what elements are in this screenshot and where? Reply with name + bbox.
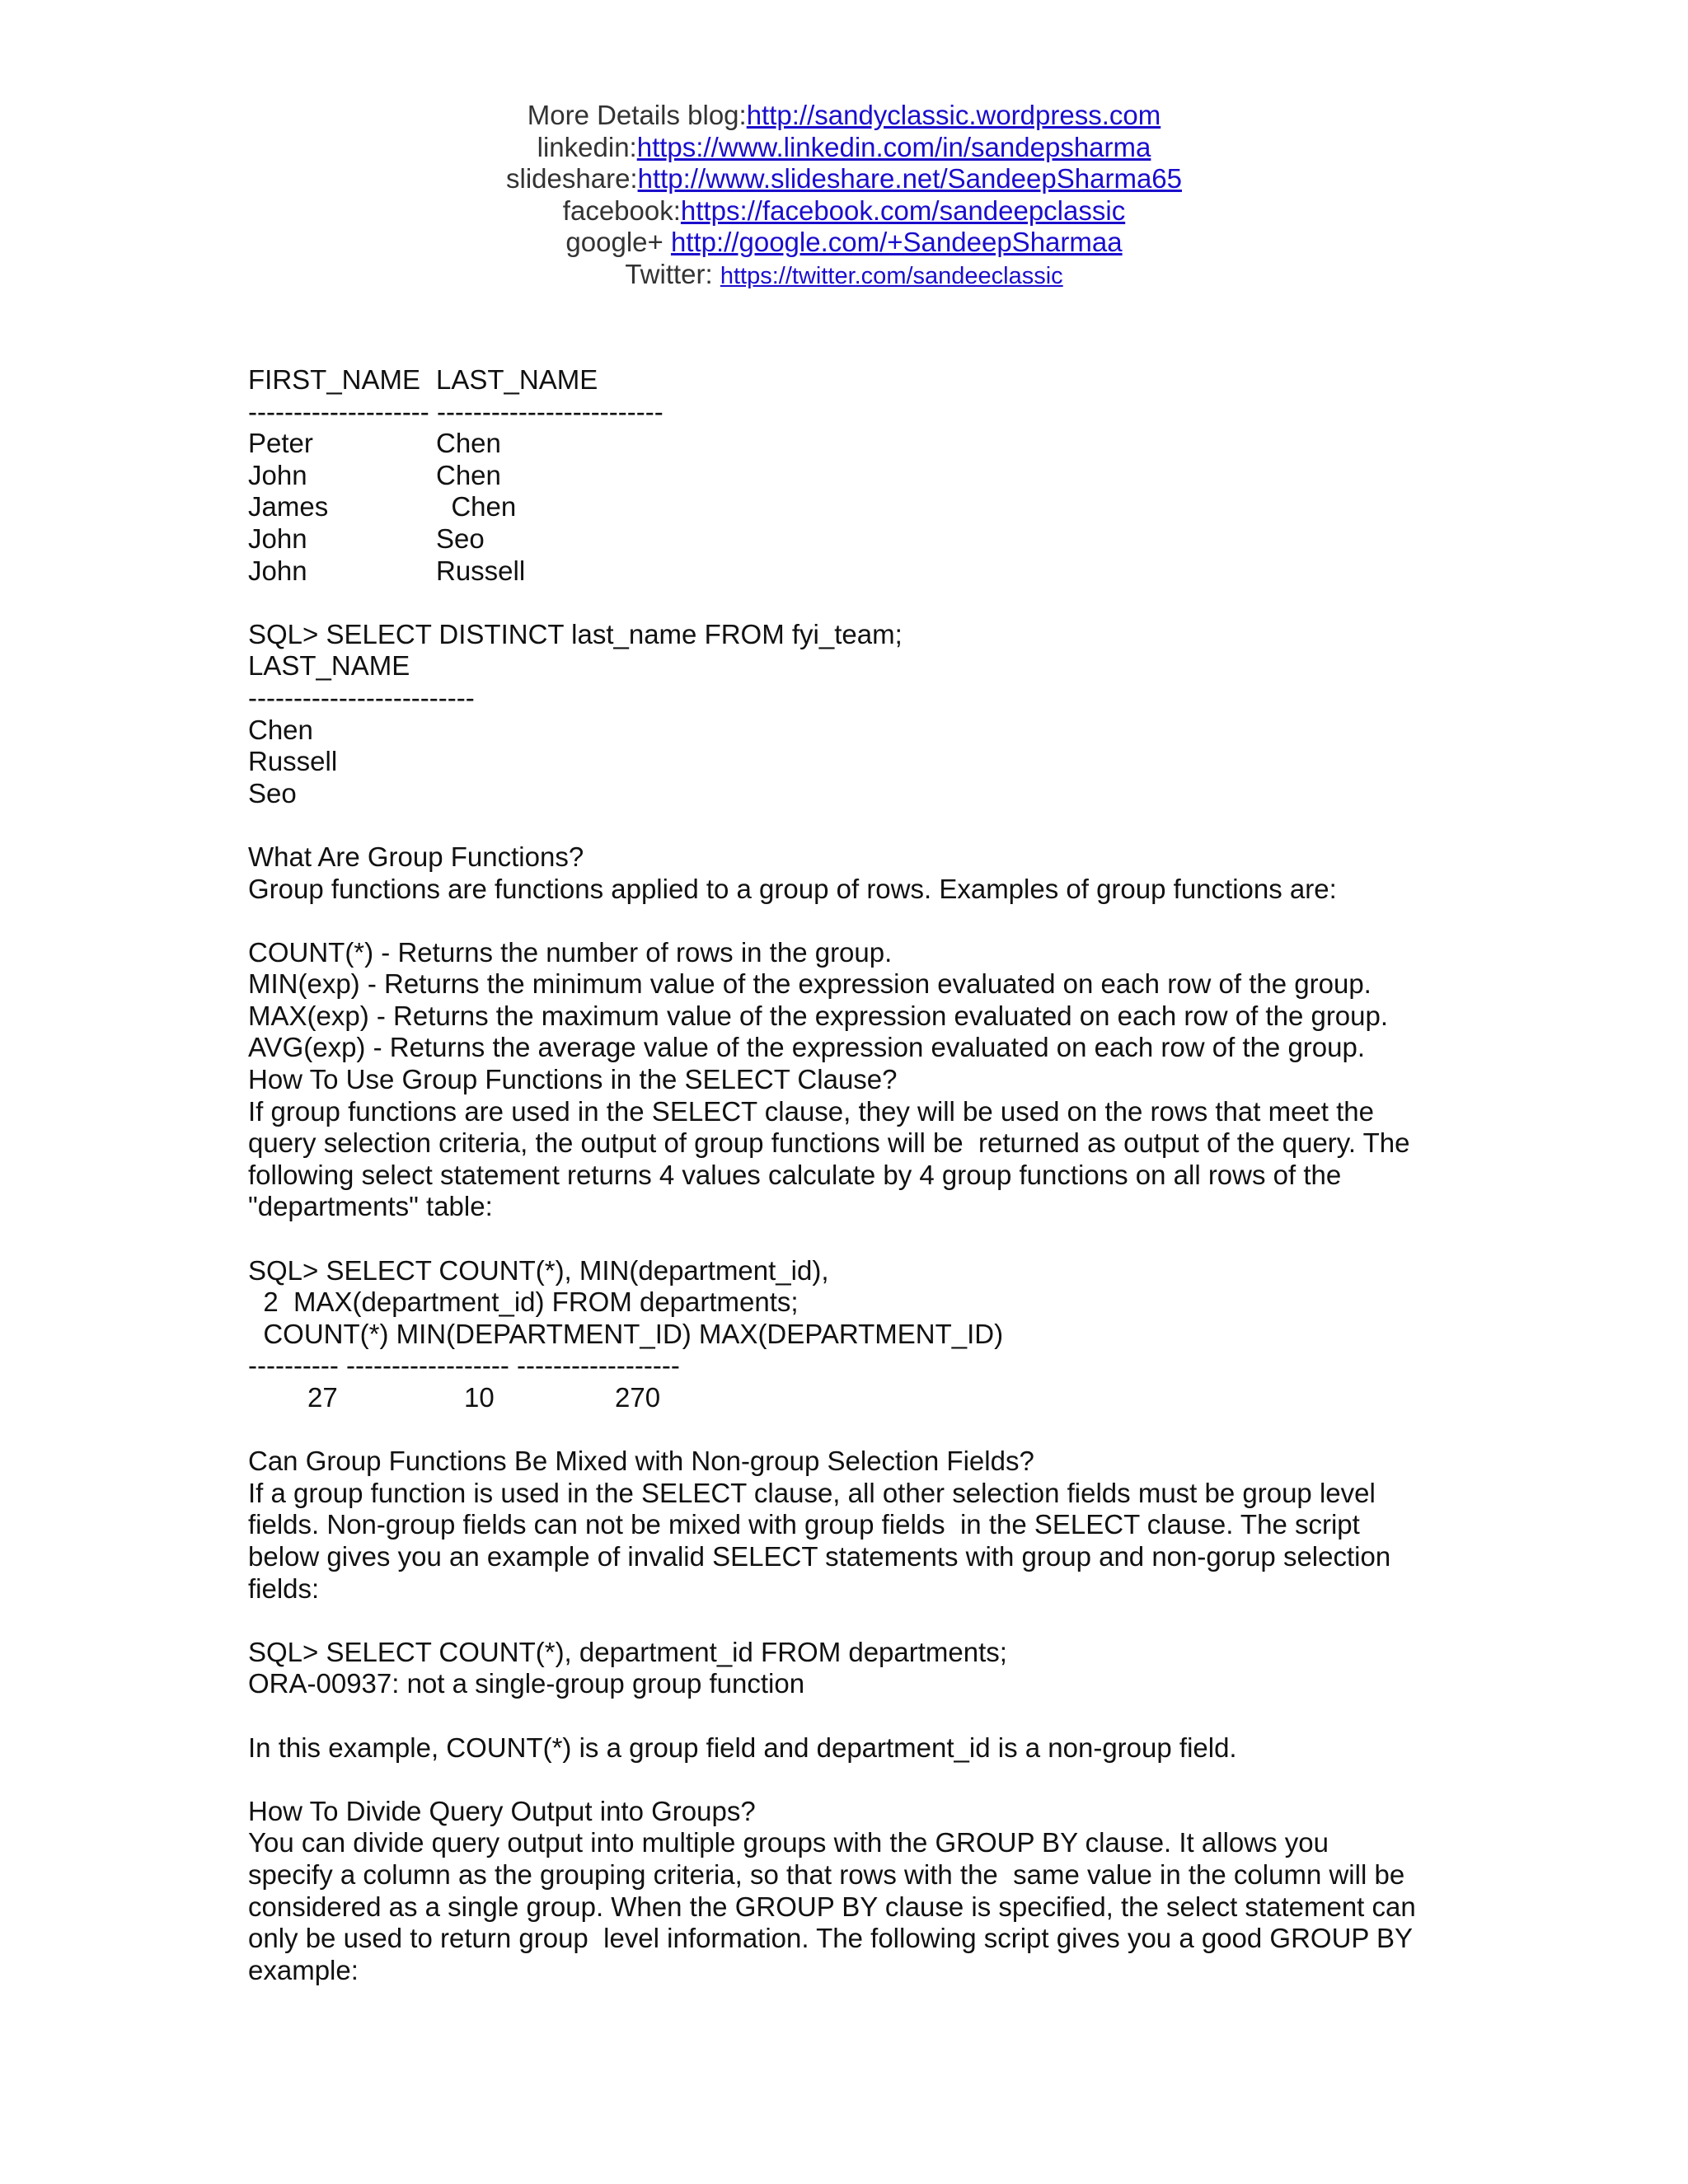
- facebook-link[interactable]: https://facebook.com/sandeepclassic: [680, 194, 1126, 226]
- sql-line: 2 MAX(department_id) FROM departments;: [248, 1286, 799, 1318]
- table-row: Peter Chen: [248, 428, 501, 459]
- table-row: John Russell: [248, 555, 526, 586]
- list-item: COUNT(*) - Returns the number of rows in the group.: [248, 936, 893, 968]
- linkedin-link-line: linkedin:https://www.linkedin.com/in/sandepsharma: [537, 131, 1151, 162]
- result-value: 10: [464, 1382, 495, 1413]
- paragraph-line: only be used to return group level information. The following script gives you a good GROUP BY: [248, 1923, 1414, 1954]
- result-value: 27: [307, 1382, 338, 1413]
- blog-link[interactable]: http://sandyclassic.wordpress.com: [746, 100, 1161, 130]
- list-item: Seo: [248, 777, 297, 808]
- social-links-header: [0, 100, 1688, 291]
- document-body: [248, 364, 1435, 1986]
- select-clause-heading: How To Use Group Functions in the SELECT Clause?: [248, 1064, 898, 1095]
- names-table-header: [248, 364, 1435, 396]
- list-item: Russell: [248, 746, 338, 777]
- sql-line: COUNT(*) MIN(DEPARTMENT_ID) MAX(DEPARTMENT_ID): [248, 1318, 1004, 1349]
- paragraph-line: fields. Non-group fields can not be mixed with group fields in the SELECT clause. The script: [248, 1509, 1360, 1540]
- linkedin-link[interactable]: https://www.linkedin.com/in/sandepsharma: [636, 131, 1151, 162]
- paragraph-line: fields:: [248, 1572, 320, 1604]
- slideshare-link-line: slideshare:http://www.slideshare.net/SandeepSharma65: [506, 163, 1182, 194]
- paragraph-line: example:: [248, 1954, 359, 1985]
- distinct-separator: -------------------------: [248, 682, 475, 713]
- list-item: MIN(exp) - Returns the minimum value of the expression evaluated on each row of the group.: [248, 968, 1372, 1000]
- table-row: John Chen: [248, 459, 501, 490]
- paragraph-line: If group functions are used in the SELECT clause, they will be used on the rows that meet the: [248, 1095, 1375, 1127]
- group-by-heading: How To Divide Query Output into Groups?: [248, 1795, 756, 1826]
- sql-line: SQL> SELECT COUNT(*), MIN(department_id),: [248, 1254, 829, 1286]
- sql-line: SQL> SELECT COUNT(*), department_id FROM departments;: [248, 1636, 1007, 1667]
- distinct-sql-line: SQL> SELECT DISTINCT last_name FROM fyi_team;: [248, 618, 903, 649]
- blog-link-line: More Details blog:http://sandyclassic.wordpress.com: [527, 100, 1161, 130]
- paragraph-line: considered as a single group. When the GROUP BY clause is specified, the select statement can: [248, 1891, 1416, 1922]
- list-item: AVG(exp) - Returns the average value of the expression evaluated on each row of the group.: [248, 1032, 1366, 1063]
- paragraph-line: If a group function is used in the SELECT clause, all other selection fields must be group level: [248, 1477, 1376, 1508]
- group-functions-intro: Group functions are functions applied to a group of rows. Examples of group functions are:: [248, 873, 1337, 904]
- distinct-column-header: LAST_NAME: [248, 650, 410, 682]
- google-plus-link[interactable]: http://google.com/+SandeepSharmaa: [670, 227, 1123, 258]
- list-item: Chen: [248, 714, 313, 745]
- slideshare-link[interactable]: http://www.slideshare.net/SandeepSharma65: [637, 163, 1182, 194]
- result-value: 270: [615, 1382, 661, 1413]
- sql-line: ---------- ------------------ ------------------: [248, 1350, 680, 1381]
- paragraph-line: below gives you an example of invalid SELECT statements with group and non-gorup selection: [248, 1540, 1391, 1572]
- list-item: MAX(exp) - Returns the maximum value of the expression evaluated on each row of the group.: [248, 1000, 1389, 1031]
- paragraph-line: specify a column as the grouping criteria, so that rows with the same value in the column will be: [248, 1858, 1405, 1890]
- paragraph-line: You can divide query output into multiple groups with the GROUP BY clause. It allows you: [248, 1827, 1329, 1858]
- example-note: In this example, COUNT(*) is a group field and department_id is a non-group field.: [248, 1732, 1237, 1763]
- error-line: ORA-00937: not a single-group group function: [248, 1668, 805, 1699]
- paragraph-line: "departments" table:: [248, 1191, 493, 1222]
- facebook-link-line: facebook:https://facebook.com/sandeepclassic: [562, 194, 1126, 226]
- paragraph-line: query selection criteria, the output of group functions will be returned as output of the query. The: [248, 1127, 1410, 1159]
- paragraph-line: following select statement returns 4 values calculate by 4 group functions on all rows of the: [248, 1159, 1342, 1190]
- table-row: John Seo: [248, 523, 485, 554]
- group-functions-heading: What Are Group Functions?: [248, 841, 584, 872]
- twitter-link-line: Twitter: https://twitter.com/sandeeclassic: [625, 258, 1063, 289]
- twitter-link[interactable]: https://twitter.com/sandeeclassic: [720, 262, 1063, 289]
- names-table-separator: -------------------- -------------------------: [248, 396, 663, 427]
- mixed-fields-heading: Can Group Functions Be Mixed with Non-group Selection Fields?: [248, 1446, 1034, 1477]
- last-name-header: LAST_NAME: [436, 364, 598, 395]
- first-name-header: FIRST_NAME: [248, 364, 421, 395]
- google-plus-link-line: google+ http://google.com/+SandeepSharmaa: [565, 227, 1123, 258]
- sql-result-line: [248, 1382, 1435, 1414]
- table-row: James Chen: [248, 491, 517, 523]
